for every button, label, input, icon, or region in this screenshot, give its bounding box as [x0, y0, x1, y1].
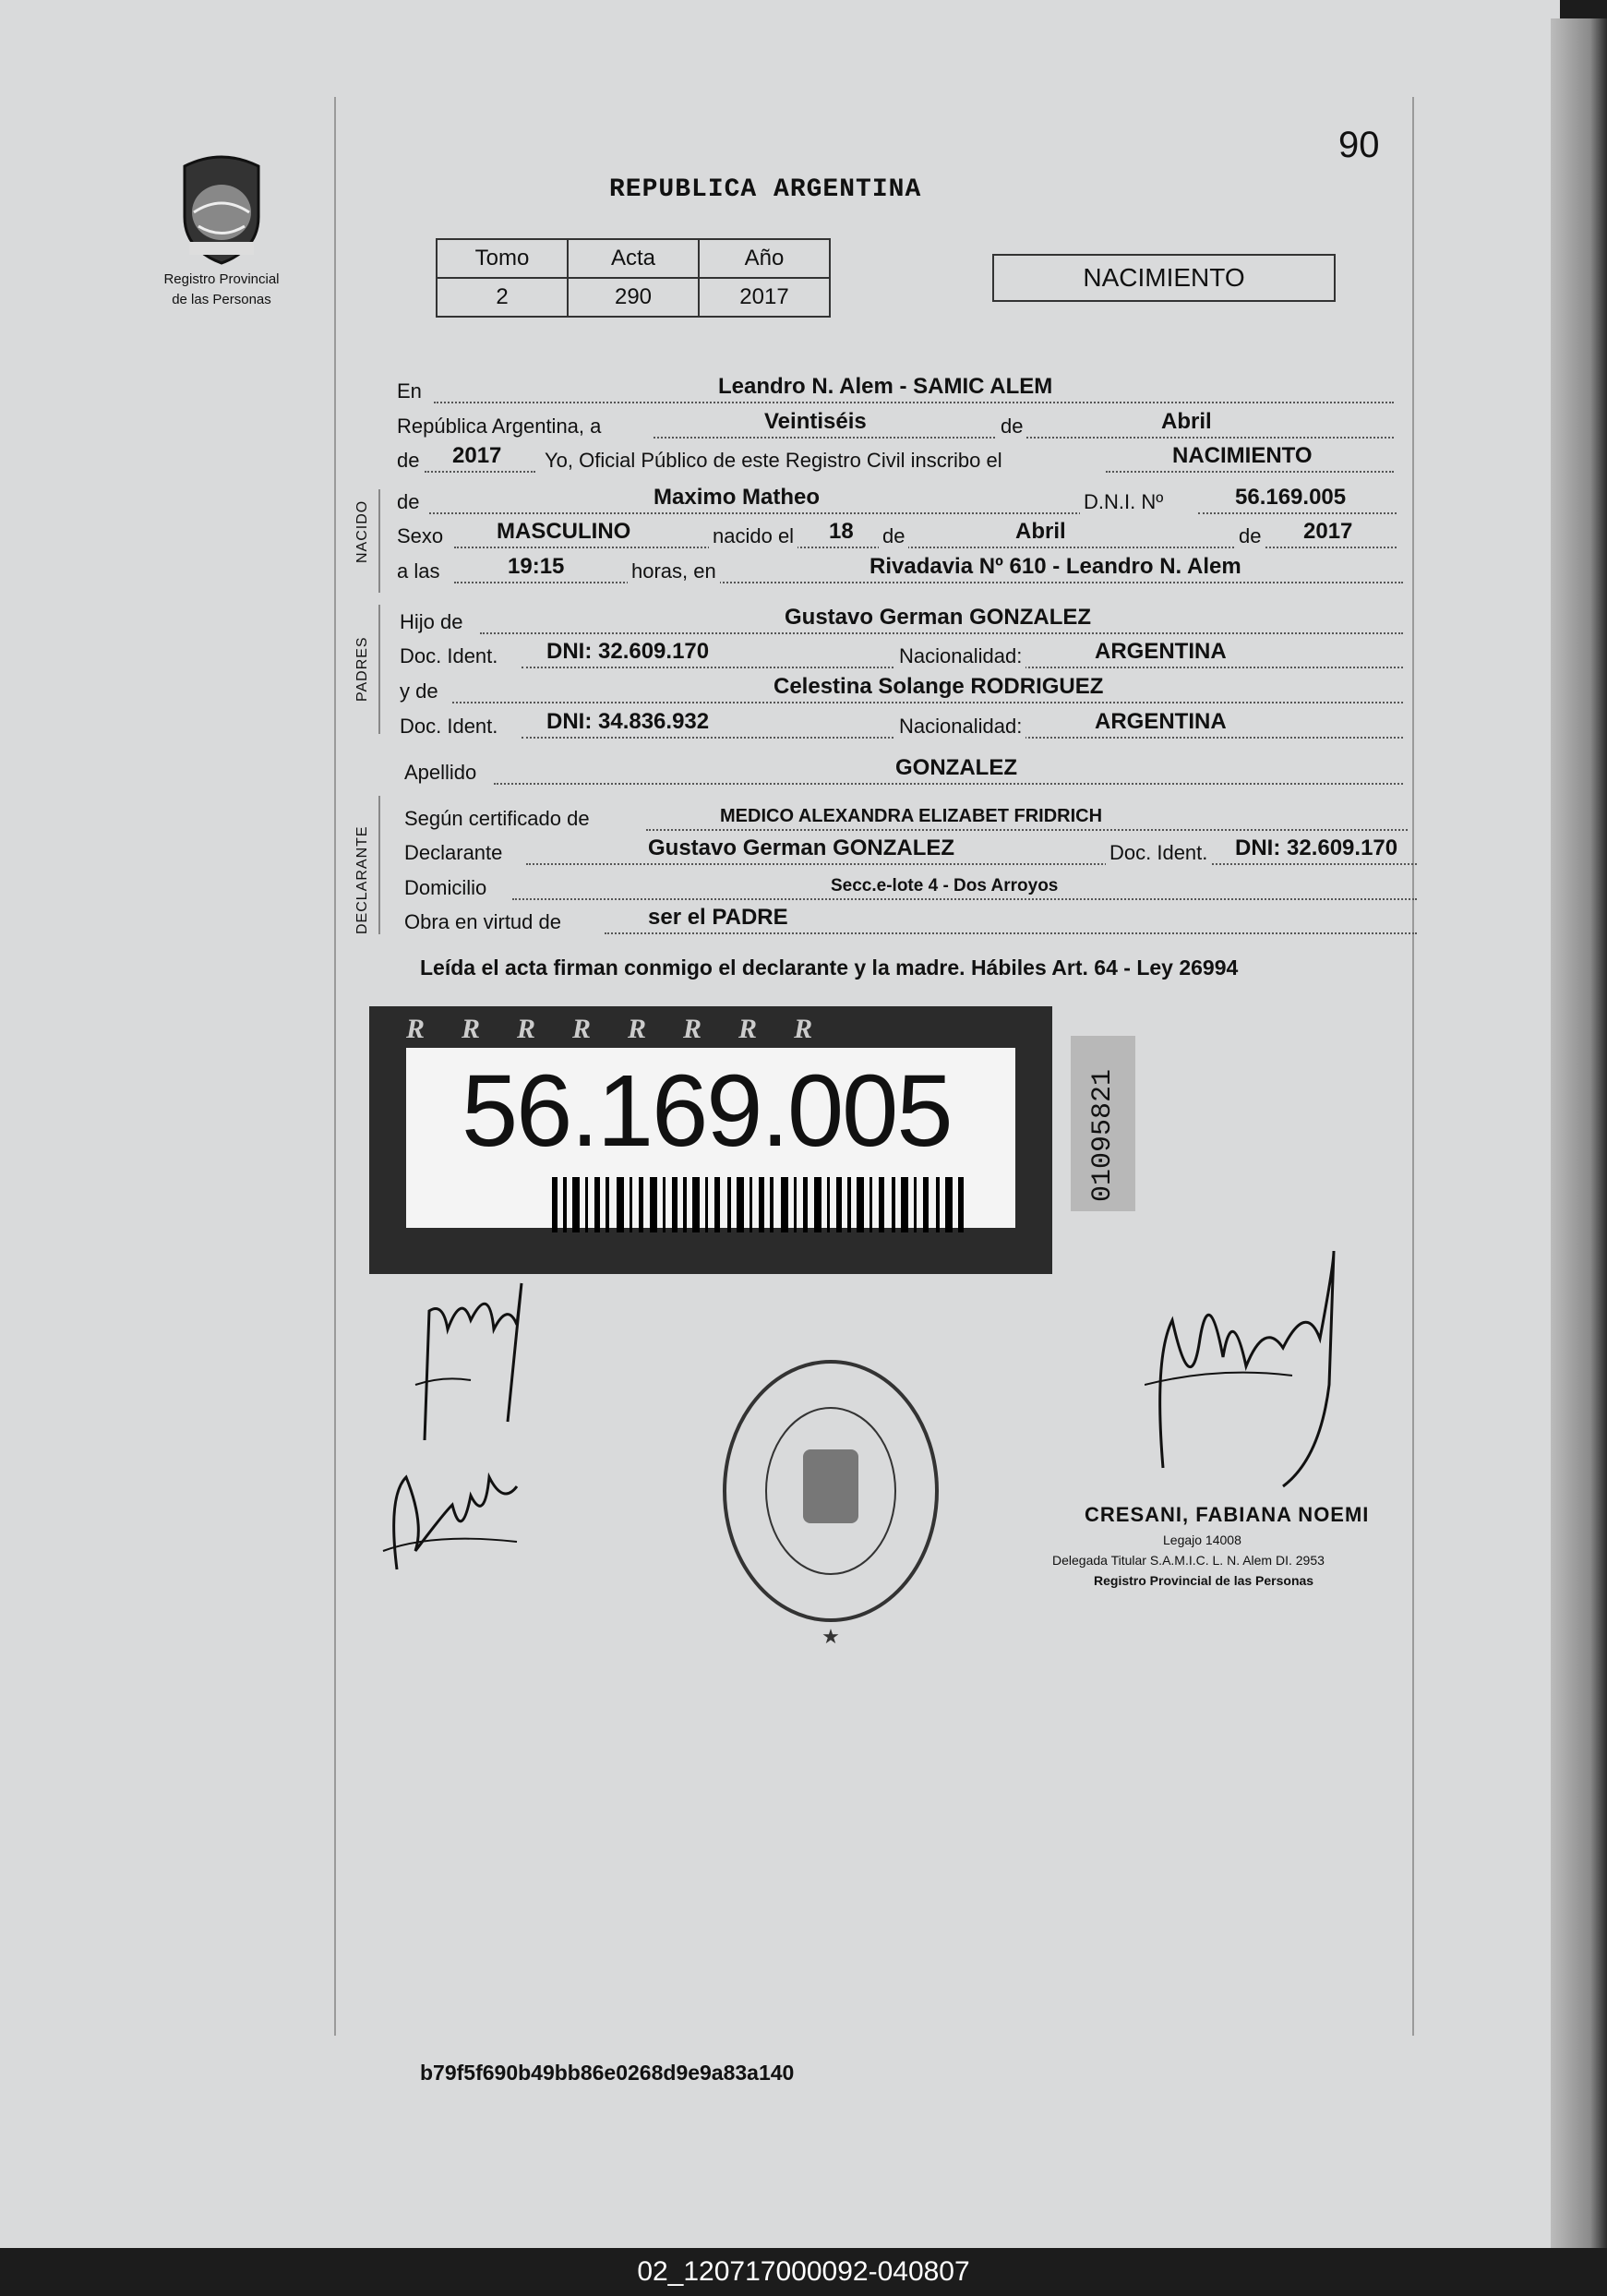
value-nombre: Maximo Matheo — [654, 485, 821, 510]
right-margin-line — [1412, 97, 1414, 2036]
value-madre-doc: DNI: 34.836.932 — [546, 709, 710, 734]
value-madre-nac: ARGENTINA — [1095, 709, 1227, 734]
page-edge — [1551, 18, 1607, 2248]
section-declarante: DECLARANTE — [354, 825, 370, 934]
signature-madre-icon — [378, 1440, 526, 1579]
label-yo: Yo, Oficial Público de este Registro Civil inscribo el — [545, 449, 1002, 472]
value-mes: Abril — [1161, 409, 1212, 434]
section-padres: PADRES — [354, 636, 370, 702]
label-en: En — [397, 379, 422, 403]
serial-number: 01095821 — [1087, 1068, 1119, 1202]
row-nombre — [397, 485, 1397, 516]
value-madre: Celestina Solange RODRIGUEZ — [774, 674, 1104, 699]
page-number: 90 — [1338, 125, 1380, 165]
dni-stamp: RRRRRRRR 56.169.005 — [369, 1006, 1052, 1274]
row-padre-doc — [397, 639, 1403, 670]
label-de-anio: de — [397, 449, 420, 472]
value-lugar-nac: Rivadavia Nº 610 - Leandro N. Alem — [869, 554, 1241, 579]
row-madre-doc — [397, 709, 1403, 740]
row-obra — [397, 905, 1417, 936]
value-acta: 290 — [568, 278, 699, 317]
header-acta: Acta — [568, 239, 699, 278]
value-lugar: Leandro N. Alem - SAMIC ALEM — [718, 374, 1053, 399]
label-hijo-de: Hijo de — [400, 610, 463, 633]
value-dni: 56.169.005 — [1235, 485, 1347, 510]
label-apellido: Apellido — [404, 761, 477, 784]
value-nac-mes: Abril — [1015, 519, 1066, 544]
barcode-icon — [552, 1177, 967, 1232]
label-nacido-el: nacido el — [709, 524, 798, 548]
value-declarante: Gustavo German GONZALEZ — [648, 835, 955, 860]
official-registro: Registro Provincial de las Personas — [1094, 1573, 1314, 1588]
row-sexo-nacimiento — [397, 519, 1397, 550]
value-hora: 19:15 — [508, 554, 565, 579]
row-lugar — [397, 374, 1394, 405]
value-padre: Gustavo German GONZALEZ — [785, 605, 1092, 630]
value-padre-doc: DNI: 32.609.170 — [546, 639, 710, 664]
label-doc-ident-madre: Doc. Ident. — [400, 715, 498, 738]
row-madre — [397, 674, 1403, 705]
value-padre-nac: ARGENTINA — [1095, 639, 1227, 664]
label-de-nombre: de — [397, 490, 420, 513]
section-nacido: NACIDO — [354, 499, 370, 563]
left-margin-line — [334, 97, 336, 2036]
row-domicilio — [397, 871, 1417, 902]
label-nacionalidad-padre: Nacionalidad: — [895, 644, 1025, 668]
row-padre — [397, 605, 1403, 636]
value-tomo: 2 — [437, 278, 568, 317]
page-title: REPUBLICA ARGENTINA — [609, 175, 922, 204]
value-anio-acta: 2017 — [452, 443, 502, 468]
footer-file-id: 02_120717000092-040807 — [637, 2256, 970, 2287]
value-declarante-doc: DNI: 32.609.170 — [1235, 835, 1398, 860]
volume-record-table — [436, 238, 831, 318]
label-a-las: a las — [397, 559, 440, 583]
value-sexo: MASCULINO — [497, 519, 631, 544]
official-name: CRESANI, FABIANA NOEMI — [1085, 1503, 1370, 1526]
registry-logo — [152, 148, 291, 308]
row-fecha-acta — [397, 409, 1394, 440]
label-sexo: Sexo — [397, 524, 444, 547]
value-tipo: NACIMIENTO — [1172, 443, 1313, 468]
label-domicilio: Domicilio — [404, 876, 487, 899]
label-de-mes: de — [879, 524, 908, 548]
label-y-de: y de — [400, 679, 438, 703]
value-nac-anio: 2017 — [1303, 519, 1353, 544]
official-cargo: Delegada Titular S.A.M.I.C. L. N. Alem DI. 2953 — [1052, 1553, 1325, 1568]
label-republica: República Argentina, a — [397, 415, 602, 438]
value-anio: 2017 — [699, 278, 830, 317]
label-dni: D.N.I. Nº — [1080, 490, 1167, 514]
signature-declarante-icon — [406, 1274, 545, 1449]
row-certificado — [397, 801, 1408, 833]
value-nac-dia: 18 — [829, 519, 854, 544]
logo-caption-1: Registro Provincial — [163, 271, 280, 287]
label-doc-ident-padre: Doc. Ident. — [400, 644, 498, 667]
header-tomo: Tomo — [437, 239, 568, 278]
serial-strip — [1071, 1036, 1135, 1211]
value-domicilio: Secc.e-lote 4 - Dos Arroyos — [831, 876, 1059, 896]
label-obra: Obra en virtud de — [404, 910, 561, 933]
row-inscribo — [397, 443, 1394, 475]
value-obra: ser el PADRE — [648, 905, 788, 930]
document-type-box: NACIMIENTO — [992, 254, 1336, 302]
label-segun: Según certificado de — [404, 807, 590, 830]
label-nacionalidad-madre: Nacionalidad: — [895, 715, 1025, 739]
label-de-anio-nac: de — [1235, 524, 1265, 548]
row-hora-lugar — [397, 554, 1403, 585]
stamp-dni-number: 56.169.005 — [462, 1054, 952, 1168]
label-doc-ident-declarante: Doc. Ident. — [1106, 841, 1211, 865]
svg-text:★: ★ — [821, 1625, 840, 1648]
coat-of-arms-icon — [166, 148, 277, 268]
label-declarante: Declarante — [404, 841, 503, 864]
header-anio: Año — [699, 239, 830, 278]
document-hash: b79f5f690b49bb86e0268d9e9a83a140 — [420, 2061, 795, 2085]
row-declarante — [397, 835, 1417, 867]
row-apellido — [397, 755, 1403, 787]
value-apellido: GONZALEZ — [895, 755, 1017, 780]
value-dia-texto: Veintiséis — [764, 409, 867, 434]
label-de: de — [997, 415, 1026, 439]
official-seal-icon — [711, 1348, 951, 1653]
official-legajo: Legajo 14008 — [1163, 1533, 1241, 1547]
label-horas-en: horas, en — [628, 559, 720, 583]
closing-text: Leída el acta firman conmigo el declarante y la madre. Hábiles Art. 64 - Ley 26994 — [420, 956, 1239, 980]
signature-official-icon — [1145, 1246, 1375, 1496]
value-certificado: MEDICO ALEXANDRA ELIZABET FRIDRICH — [720, 806, 1103, 826]
logo-caption-2: de las Personas — [172, 292, 271, 307]
